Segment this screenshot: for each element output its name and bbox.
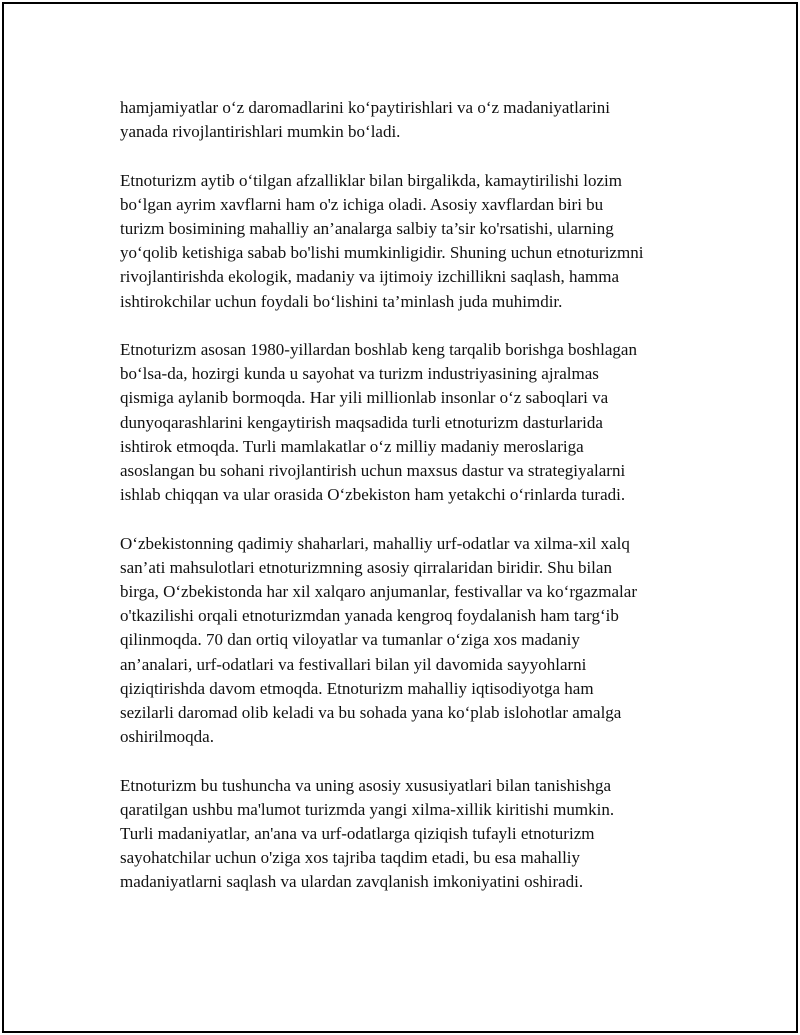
text-line: bo‘lgan ayrim xavflarni ham o'z ichiga oladi. Asosiy xavflardan biri bu <box>120 194 604 214</box>
paragraph-1 <box>120 96 720 144</box>
text-line: qaratilgan ushbu ma'lumot turizmda yangi xilma-xillik kiritishi mumkin. <box>120 799 615 819</box>
text-line: birga, O‘zbekistonda har xil xalqaro anjumanlar, festivallar va ko‘rgazmalar <box>120 582 637 602</box>
text-line: Etnoturizm asosan 1980-yillardan boshlab keng tarqalib borishga boshlagan <box>120 340 637 359</box>
text-line: sayohatchilar uchun o'ziga xos tajriba taqdim etadi, bu esa mahalliy <box>120 848 581 868</box>
document-page <box>2 2 798 1033</box>
text-line: turizm bosimining mahalliy an’analarga salbiy ta’sir ko'rsatishi, ularning <box>120 219 614 238</box>
text-line: ishtirokchilar uchun foydali bo‘lishini ta’minlash juda muhimdir. <box>120 291 563 311</box>
document-body <box>120 96 720 919</box>
text-line: hamjamiyatlar o‘z daromadlarini ko‘paytirishlari va o‘z madaniyatlarini <box>120 98 610 117</box>
text-line: rivojlantirishda ekologik, madaniy va ijtimoiy izchillikni saqlash, hamma <box>120 267 620 287</box>
text-line: yo‘qolib ketishiga sabab bo'lishi mumkinligidir. Shuning uchun etnoturizmni <box>120 243 644 263</box>
text-line: dunyoqarashlarini kengaytirish maqsadida turli etnoturizm dasturlarida <box>120 412 603 432</box>
text-line: bo‘lsa-da, hozirgi kunda u sayohat va turizm industriyasining ajralmas <box>120 364 599 384</box>
text-line: Turli madaniyatlar, an'ana va urf-odatlarga qiziqish tufayli etnoturizm <box>120 824 595 844</box>
text-line: Etnoturizm aytib o‘tilgan afzalliklar bilan birgalikda, kamaytirilishi lozim <box>120 170 622 190</box>
text-line: qismiga aylanib bormoqda. Har yili millionlab insonlar o‘z saboqlari va <box>120 388 609 408</box>
text-line: qilinmoqda. 70 dan ortiq viloyatlar va tumanlar o‘ziga xos madaniy <box>120 630 580 650</box>
paragraph-5 <box>120 774 720 895</box>
paragraph-4 <box>120 532 720 750</box>
text-line: Etnoturizm bu tushuncha va uning asosiy xususiyatlari bilan tanishishga <box>120 775 612 795</box>
text-line: an’analari, urf-odatlari va festivallari bilan yil davomida sayyohlarni <box>120 654 587 674</box>
text-line: madaniyatlarni saqlash va ulardan zavqlanish imkoniyatini oshiradi. <box>120 872 584 892</box>
text-line: ishtirok etmoqda. Turli mamlakatlar o‘z milliy madaniy meroslariga <box>120 436 584 456</box>
text-line: sezilarli daromad olib keladi va bu sohada yana ko‘plab islohotlar amalga <box>120 703 622 723</box>
text-line: yanada rivojlantirishlari mumkin bo‘ladi. <box>120 122 401 142</box>
text-line: san’ati mahsulotlari etnoturizmning asosiy qirralaridan biridir. Shu bilan <box>120 557 612 577</box>
text-line: ishlab chiqqan va ular orasida O‘zbekiston ham yetakchi o‘rinlarda turadi. <box>120 485 626 505</box>
text-line: oshirilmoqda. <box>120 727 214 747</box>
paragraph-3 <box>120 338 720 507</box>
text-line: qiziqtirishda davom etmoqda. Etnoturizm mahalliy iqtisodiyotga ham <box>120 678 594 698</box>
text-line: O‘zbekistonning qadimiy shaharlari, mahalliy urf-odatlar va xilma-xil xalq <box>120 533 630 553</box>
paragraph-2 <box>120 169 720 314</box>
text-line: asoslangan bu sohani rivojlantirish uchun maxsus dastur va strategiyalarni <box>120 461 626 481</box>
text-line: o'tkazilishi orqali etnoturizmdan yanada kengroq foydalanish ham targ‘ib <box>120 606 619 626</box>
